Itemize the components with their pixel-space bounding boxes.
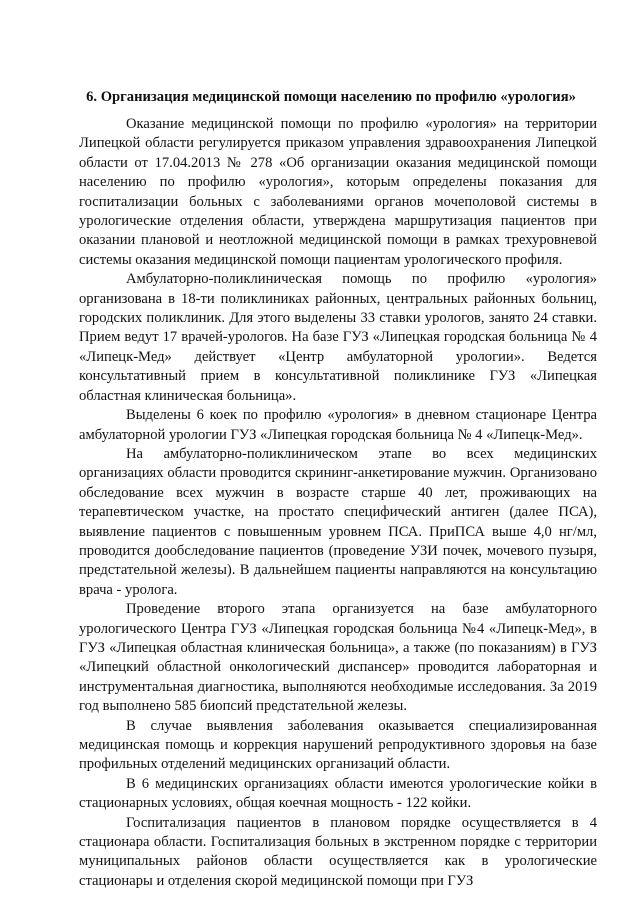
paragraph-outpatient-care: Амбулаторно-поликлиническая помощь по профилю «урология» организована в 18-ти поликлиниках районных, центральных районных больниц, городских поликлиник. Для этого выделены 33 ставки урологов, занято 24 ставки. Прием ведут 17 врачей-урологов. На базе ГУЗ «Липецкая городская больница № 4 «Липецк-Мед» действует «Центр амбулаторной урологии». Ведется консультативный прием в консультативной поликлинике ГУЗ «Липецкая областная клиническая больница». — [79, 271, 597, 404]
section-heading: 6. Организация медицинской помощи населению по профилю «урология» — [86, 89, 576, 105]
paragraph-beds: В 6 медицинских организациях области имеются урологические койки в стационарных условиях, общая коечная мощность - 122 койки. — [79, 775, 597, 812]
paragraph-specialized-care: В случае выявления заболевания оказывается специализированная медицинская помощь и коррекция нарушений репродуктивного здоровья на базе профильных отделений медицинских организаций области. — [79, 717, 597, 773]
paragraph-screening: На амбулаторно-поликлиническом этапе во всех медицинских организациях области проводится скрининг-анкетирование мужчин. Организовано обследование всех мужчин в возрасте старше 40 лет, проживающих на терапевтическом участке, на простато специфический антиген (далее ПСА), выявление пациентов с повышенным уровнем ПСА. ПриПСА выше 4,0 нг/мл, проводится дообследование пациентов (проведение УЗИ почек, мочевого пузыря, предстательной железы). В дальнейшем пациенты направляются на консультацию врача - уролога. — [79, 445, 597, 598]
paragraph-day-hospital: Выделены 6 коек по профилю «урология» в дневном стационаре Центра амбулаторной урологии ГУЗ «Липецкая городская больница № 4 «Липецк-Мед». — [79, 407, 597, 443]
body-text — [79, 115, 597, 891]
paragraph-regulation: Оказание медицинской помощи по профилю «урология» на территории Липецкой области регулируется приказом управления здравоохранения Липецкой области от 17.04.2013 № 278 «Об организации оказания медицинской помощи населению по профилю «урология», которым определены показания для госпитализации больных с заболеваниями органов мочеполовой системы в урологические отделения области, утверждена маршрутизация пациентов при оказании плановой и неотложной медицинской помощи в рамках трехуровневой системы оказания медицинской помощи пациентам урологического профиля. — [79, 116, 597, 268]
paragraph-hospitalization: Госпитализация пациентов в плановом порядке осуществляется в 4 стационара области. Госпитализация больных в экстренном порядке с территории муниципальных районов области осуществляется как в урологические стационары и отделения скорой медицинской помощи при ГУЗ — [79, 814, 597, 889]
paragraph-second-stage: Проведение второго этапа организуется на базе амбулаторного урологического Центра ГУЗ «Липецкая городская больница №4 «Липецк-Мед», в ГУЗ «Липецкая областная клиническая больница», а также (по показаниям) в ГУЗ «Липецкий областной онкологический диспансер» проводится лабораторная и инструментальная диагностика, выполняются необходимые исследования. За 2019 год выполнено 585 биопсий предстательной железы. — [79, 601, 597, 715]
